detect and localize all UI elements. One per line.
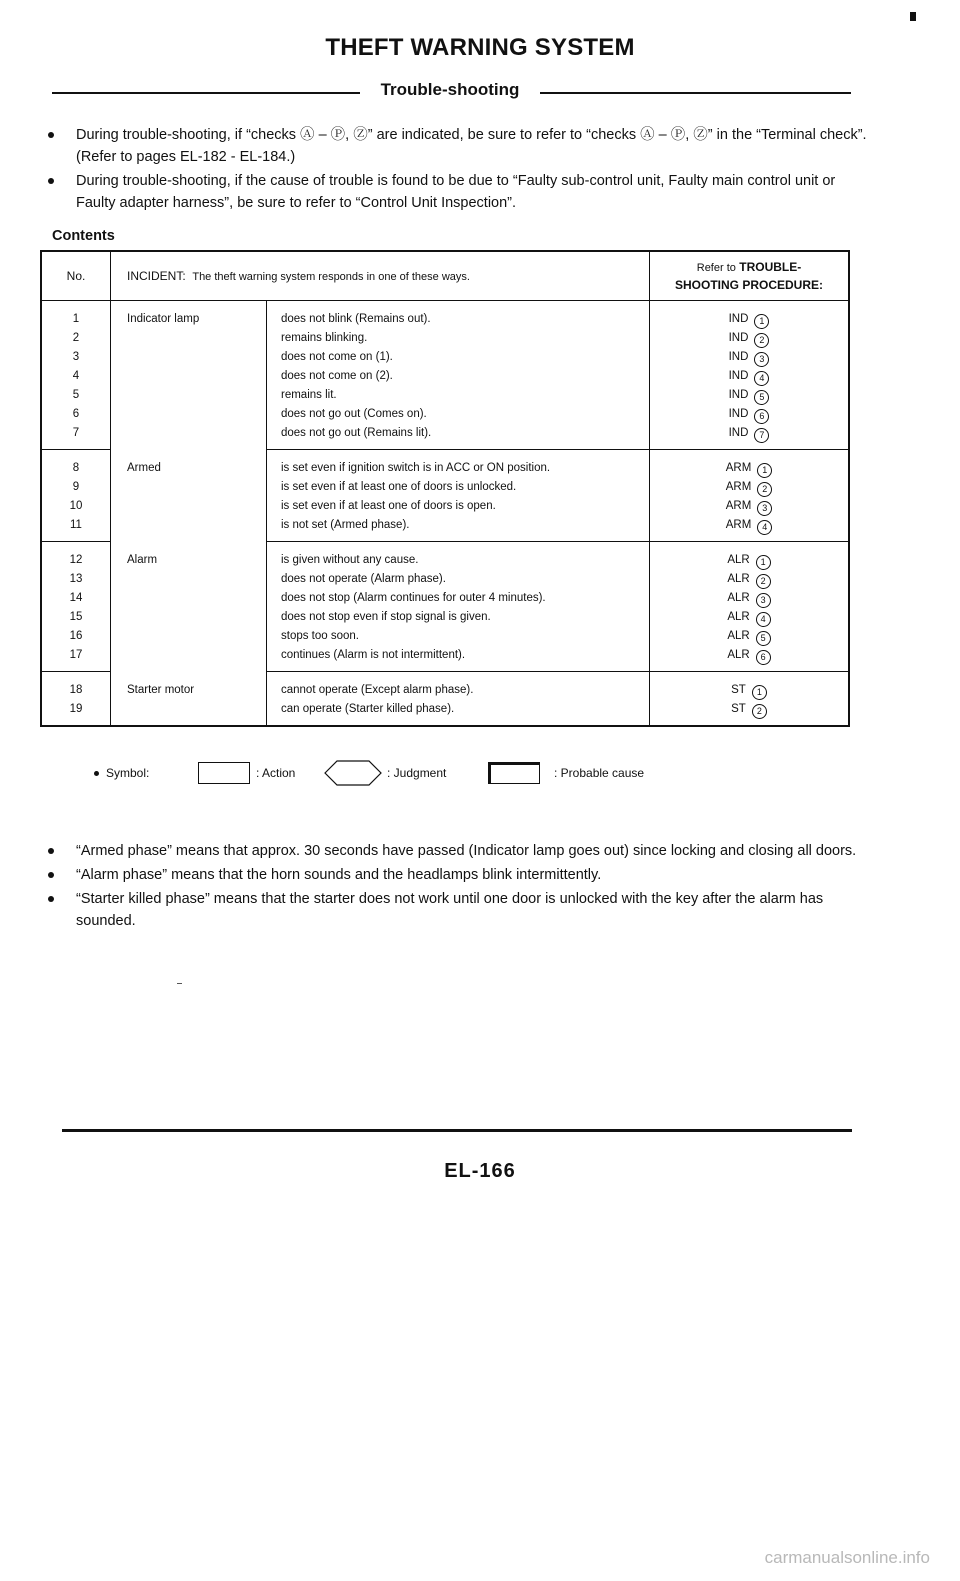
incident-description: continues (Alarm is not intermittent). <box>267 646 650 672</box>
circled-number-icon: 1 <box>756 555 771 570</box>
contents-heading: Contents <box>52 228 115 244</box>
symbol-legend <box>94 760 794 790</box>
circled-number-icon: 1 <box>757 463 772 478</box>
table-header-row <box>41 251 849 301</box>
watermark: carmanualsonline.info <box>764 1548 930 1567</box>
table-row <box>41 672 849 701</box>
header-ref-line1: Refer to <box>696 261 736 274</box>
incident-subject: Armed <box>111 450 267 542</box>
note-bullet: “Alarm phase” means that the horn sounds and the headlamps blink intermittently. <box>40 864 870 886</box>
incident-description: is not set (Armed phase). <box>267 516 650 542</box>
incident-description: can operate (Starter killed phase). <box>267 700 650 726</box>
procedure-code: ALR <box>727 573 750 585</box>
procedure-reference <box>650 478 850 497</box>
row-number: 10 <box>41 497 111 516</box>
procedure-reference <box>650 386 850 405</box>
procedure-code: ALR <box>727 592 750 604</box>
row-number: 6 <box>41 405 111 424</box>
procedure-code: ALR <box>727 554 750 566</box>
circled-number-icon: 2 <box>757 482 772 497</box>
procedure-code: ARM <box>725 519 752 531</box>
circled-number-icon: 4 <box>756 612 771 627</box>
contents-table <box>40 250 850 727</box>
procedure-reference <box>650 570 850 589</box>
row-number: 1 <box>41 301 111 330</box>
row-number: 17 <box>41 646 111 672</box>
intro-bullet: During trouble-shooting, if the cause of trouble is found to be due to “Faulty sub-control unit, Faulty main control unit or Faulty adapter harness”, be sure to refer to “Control Unit Inspection”. <box>40 170 870 214</box>
incident-description: does not stop (Alarm continues for outer 4 minutes). <box>267 589 650 608</box>
incident-description: remains lit. <box>267 386 650 405</box>
table-row <box>41 450 849 479</box>
incident-description: is set even if ignition switch is in ACC or ON position. <box>267 450 650 479</box>
incident-description: does not come on (1). <box>267 348 650 367</box>
incident-description: is given without any cause. <box>267 542 650 571</box>
circled-number-icon: 2 <box>756 574 771 589</box>
action-symbol-icon <box>198 762 250 784</box>
procedure-reference <box>650 542 850 571</box>
judgment-symbol-icon <box>324 760 382 786</box>
circled-number-icon: 3 <box>757 501 772 516</box>
notes <box>40 840 870 934</box>
circled-number-icon: 1 <box>752 685 767 700</box>
header-incident-text: The theft warning system responds in one of these ways. <box>192 271 470 283</box>
procedure-reference <box>650 348 850 367</box>
incident-subject: Alarm <box>111 542 267 672</box>
corner-mark <box>910 12 916 21</box>
incident-group <box>41 301 849 450</box>
incident-description: does not operate (Alarm phase). <box>267 570 650 589</box>
procedure-code: IND <box>728 389 749 401</box>
procedure-code: IND <box>728 408 749 420</box>
procedure-reference <box>650 608 850 627</box>
footer-rule <box>62 1129 852 1132</box>
row-number: 18 <box>41 672 111 701</box>
procedure-code: IND <box>728 332 749 344</box>
incident-description: remains blinking. <box>267 329 650 348</box>
row-number: 7 <box>41 424 111 450</box>
stray-mark <box>177 983 182 984</box>
row-number: 8 <box>41 450 111 479</box>
circled-number-icon: 2 <box>754 333 769 348</box>
table-row <box>41 542 849 571</box>
incident-description: does not stop even if stop signal is given. <box>267 608 650 627</box>
header-incident <box>111 251 650 301</box>
incident-description: is set even if at least one of doors is unlocked. <box>267 478 650 497</box>
circled-number-icon: 4 <box>754 371 769 386</box>
circled-number-icon: 2 <box>752 704 767 719</box>
row-number: 16 <box>41 627 111 646</box>
probable-cause-symbol-icon <box>488 762 540 784</box>
incident-subject: Indicator lamp <box>111 301 267 450</box>
procedure-code: ALR <box>727 649 750 661</box>
bullet-dot <box>94 771 99 776</box>
procedure-code: ARM <box>725 500 752 512</box>
row-number: 19 <box>41 700 111 726</box>
row-number: 13 <box>41 570 111 589</box>
procedure-code: ARM <box>725 481 752 493</box>
procedure-reference <box>650 329 850 348</box>
procedure-code: ALR <box>727 611 750 623</box>
section-rule-left <box>52 92 360 94</box>
circled-number-icon: 6 <box>754 409 769 424</box>
intro-bullet: During trouble-shooting, if “checks Ⓐ – Ⓟ, Ⓩ” are indicated, be sure to refer to “checks Ⓐ – Ⓟ, Ⓩ” in the “Terminal check”. (Refer to pages EL-182 - EL-184.) <box>40 124 870 168</box>
incident-description: stops too soon. <box>267 627 650 646</box>
procedure-code: ST <box>731 684 746 696</box>
procedure-code: IND <box>728 313 749 325</box>
procedure-reference <box>650 700 850 726</box>
section-title: Trouble-shooting <box>380 80 520 99</box>
note-bullet: “Armed phase” means that approx. 30 seconds have passed (Indicator lamp goes out) since locking and closing all doors. <box>40 840 870 862</box>
circled-number-icon: 5 <box>754 390 769 405</box>
header-ref-line1-bold: TROUBLE- <box>739 259 802 274</box>
row-number: 2 <box>41 329 111 348</box>
header-no: No. <box>41 251 111 301</box>
circled-number-icon: 3 <box>754 352 769 367</box>
procedure-code: IND <box>728 351 749 363</box>
circled-number-icon: 6 <box>756 650 771 665</box>
procedure-reference <box>650 405 850 424</box>
judgment-symbol-text: : Judgment <box>387 766 447 780</box>
procedure-code: ALR <box>727 630 750 642</box>
row-number: 15 <box>41 608 111 627</box>
incident-group <box>41 450 849 542</box>
circled-number-icon: 1 <box>754 314 769 329</box>
symbol-label: Symbol: <box>106 766 150 780</box>
table-row <box>41 301 849 330</box>
procedure-reference <box>650 672 850 701</box>
procedure-reference <box>650 301 850 330</box>
row-number: 4 <box>41 367 111 386</box>
procedure-code: IND <box>728 370 749 382</box>
circled-number-icon: 7 <box>754 428 769 443</box>
procedure-code: ARM <box>725 462 752 474</box>
circled-number-icon: 4 <box>757 520 772 535</box>
procedure-reference <box>650 367 850 386</box>
page-title: THEFT WARNING SYSTEM <box>325 34 635 61</box>
note-bullet: “Starter killed phase” means that the starter does not work until one door is unlocked with the key after the alarm has sounded. <box>40 888 870 932</box>
procedure-reference <box>650 450 850 479</box>
row-number: 3 <box>41 348 111 367</box>
incident-description: does not go out (Remains lit). <box>267 424 650 450</box>
incident-group <box>41 672 849 727</box>
circled-number-icon: 5 <box>756 631 771 646</box>
action-symbol-text: : Action <box>256 766 296 780</box>
row-number: 12 <box>41 542 111 571</box>
incident-group <box>41 542 849 672</box>
procedure-reference <box>650 646 850 672</box>
row-number: 9 <box>41 478 111 497</box>
row-number: 14 <box>41 589 111 608</box>
procedure-code: IND <box>728 427 749 439</box>
section-rule-right <box>540 92 851 94</box>
intro-bullets <box>40 124 870 216</box>
incident-description: does not come on (2). <box>267 367 650 386</box>
page-number: EL-166 <box>444 1160 516 1182</box>
procedure-reference <box>650 516 850 542</box>
header-incident-prefix: INCIDENT: <box>127 269 186 283</box>
incident-description: does not go out (Comes on). <box>267 405 650 424</box>
probable-cause-symbol-text: : Probable cause <box>554 766 645 780</box>
procedure-code: ST <box>731 703 746 715</box>
procedure-reference <box>650 497 850 516</box>
circled-number-icon: 3 <box>756 593 771 608</box>
procedure-reference <box>650 627 850 646</box>
row-number: 5 <box>41 386 111 405</box>
header-reference <box>650 251 850 301</box>
header-ref-line2: SHOOTING PROCEDURE: <box>674 277 823 292</box>
procedure-reference <box>650 589 850 608</box>
incident-subject: Starter motor <box>111 672 267 727</box>
procedure-reference <box>650 424 850 450</box>
incident-description: does not blink (Remains out). <box>267 301 650 330</box>
incident-description: cannot operate (Except alarm phase). <box>267 672 650 701</box>
row-number: 11 <box>41 516 111 542</box>
incident-description: is set even if at least one of doors is open. <box>267 497 650 516</box>
